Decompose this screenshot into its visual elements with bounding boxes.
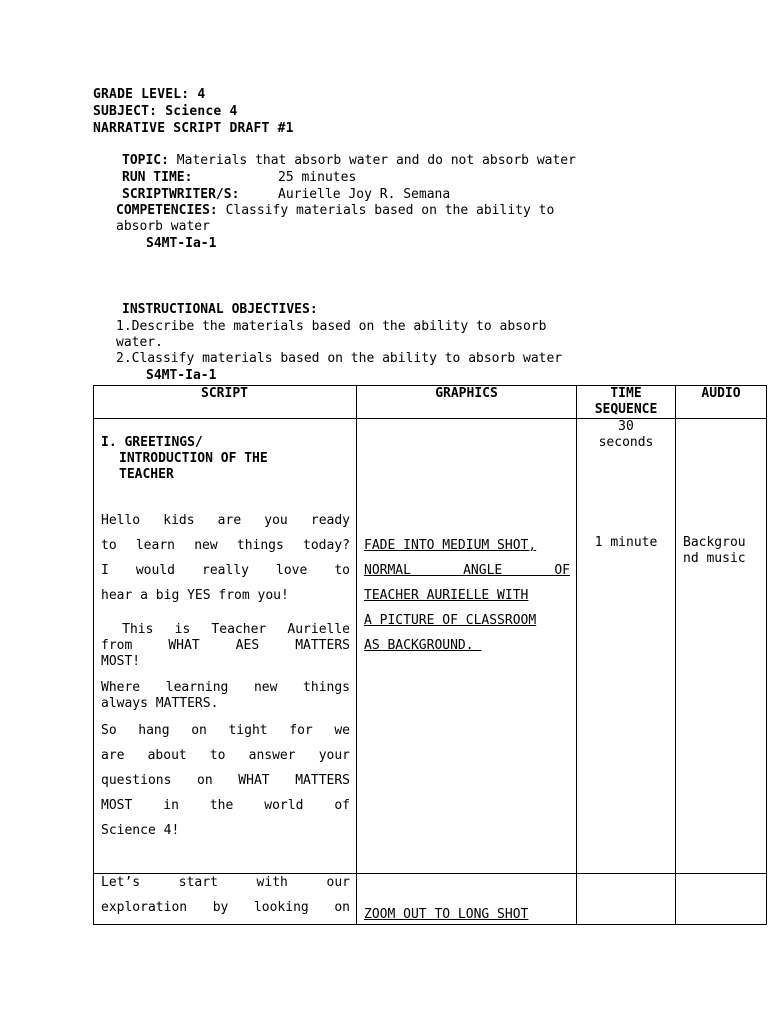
script-line: MOST! <box>101 654 141 669</box>
script-line: Science 4! <box>101 823 180 838</box>
writer-label: SCRIPTWRITER/S: <box>122 187 240 202</box>
column-divider-1 <box>356 385 357 925</box>
writer-line <box>122 187 451 202</box>
script-line: This is Teacher Aurielle <box>101 622 350 637</box>
segment-duration: 1 minute <box>594 535 658 550</box>
script-line: always MATTERS. <box>101 696 219 711</box>
section-heading-line1: I. GREETINGS/ <box>101 435 203 450</box>
runtime-label: RUN TIME: <box>122 170 193 185</box>
script-line: are about to answer your <box>101 748 350 763</box>
column-divider-2 <box>576 385 577 925</box>
section-heading <box>101 435 351 483</box>
script-line: exploration by looking on <box>101 900 350 915</box>
script-line: from WHAT AES MATTERS <box>101 638 350 653</box>
section-heading-line2: INTRODUCTION OF THE <box>119 451 268 466</box>
script-table <box>93 385 767 925</box>
competency-code: S4MT-Ia-1 <box>146 236 217 251</box>
objective-2: 2.Classify materials based on the ability to absorb water <box>116 351 563 366</box>
script-paragraph-5 <box>101 870 350 920</box>
script-line: I would really love to <box>101 563 350 578</box>
objective-1: 1.Describe the materials based on the ability to absorb <box>116 319 547 334</box>
header-time-line1: TIME <box>610 386 642 401</box>
competencies-continued: absorb water <box>116 219 210 234</box>
grade-level: GRADE LEVEL: 4 <box>93 87 206 102</box>
graphics-direction-2: ZOOM OUT TO LONG SHOT <box>364 907 529 922</box>
writer-value: Aurielle Joy R. Semana <box>278 187 451 202</box>
table-border-left <box>93 385 94 925</box>
table-border-bottom <box>93 924 767 925</box>
topic-label: TOPIC: <box>122 153 169 168</box>
table-border-right <box>766 385 767 925</box>
header-script: SCRIPT <box>201 386 248 401</box>
audio-cue-line1: Backgrou <box>683 535 746 550</box>
script-line: MOST in the world of <box>101 798 350 813</box>
script-paragraph-3 <box>101 680 350 712</box>
header-audio: AUDIO <box>701 386 741 401</box>
header-time-sequence <box>577 386 675 418</box>
competencies-line <box>116 203 554 218</box>
greeting-duration <box>577 419 675 451</box>
runtime-line <box>122 170 357 185</box>
graphics-line: AS BACKGROUND. <box>364 638 482 653</box>
objectives-code: S4MT-Ia-1 <box>146 368 217 383</box>
script-line: Where learning new things <box>101 680 350 695</box>
runtime-value: 25 minutes <box>278 170 357 185</box>
column-divider-3 <box>675 385 676 925</box>
script-line: hear a big YES from you! <box>101 588 289 603</box>
objective-1-continued: water. <box>116 335 163 350</box>
graphics-line: NORMAL ANGLE OF <box>364 563 570 578</box>
script-line: Let’s start with our <box>101 875 350 890</box>
topic-line <box>122 153 576 168</box>
graphics-line: A PICTURE OF CLASSROOM <box>364 613 537 628</box>
graphics-line: FADE INTO MEDIUM SHOT, <box>364 538 537 553</box>
script-paragraph-1 <box>101 508 350 608</box>
competencies-value: Classify materials based on the ability to <box>225 203 555 218</box>
script-paragraph-2 <box>101 622 350 670</box>
script-paragraph-4 <box>101 718 350 843</box>
audio-cue <box>683 535 763 567</box>
subject: SUBJECT: Science 4 <box>93 104 238 119</box>
script-line: to learn new things today? <box>101 538 350 553</box>
header-time-line2: SEQUENCE <box>594 402 658 417</box>
script-line: Hello kids are you ready <box>101 513 350 528</box>
script-line: So hang on tight for we <box>101 723 350 738</box>
objectives-title: INSTRUCTIONAL OBJECTIVES: <box>122 302 318 317</box>
topic-value: Materials that absorb water and do not absorb water <box>176 153 576 168</box>
graphics-line: TEACHER AURIELLE WITH <box>364 588 529 603</box>
greeting-duration-value: 30 <box>618 419 634 434</box>
greeting-duration-unit: seconds <box>598 435 654 450</box>
script-line: questions on WHAT MATTERS <box>101 773 350 788</box>
header-graphics: GRAPHICS <box>435 386 498 401</box>
graphics-directions <box>364 533 570 658</box>
section-heading-line3: TEACHER <box>119 467 174 482</box>
audio-cue-line2: nd music <box>683 551 746 566</box>
script-draft-title: NARRATIVE SCRIPT DRAFT #1 <box>93 121 294 136</box>
competencies-label: COMPETENCIES: <box>116 203 218 218</box>
